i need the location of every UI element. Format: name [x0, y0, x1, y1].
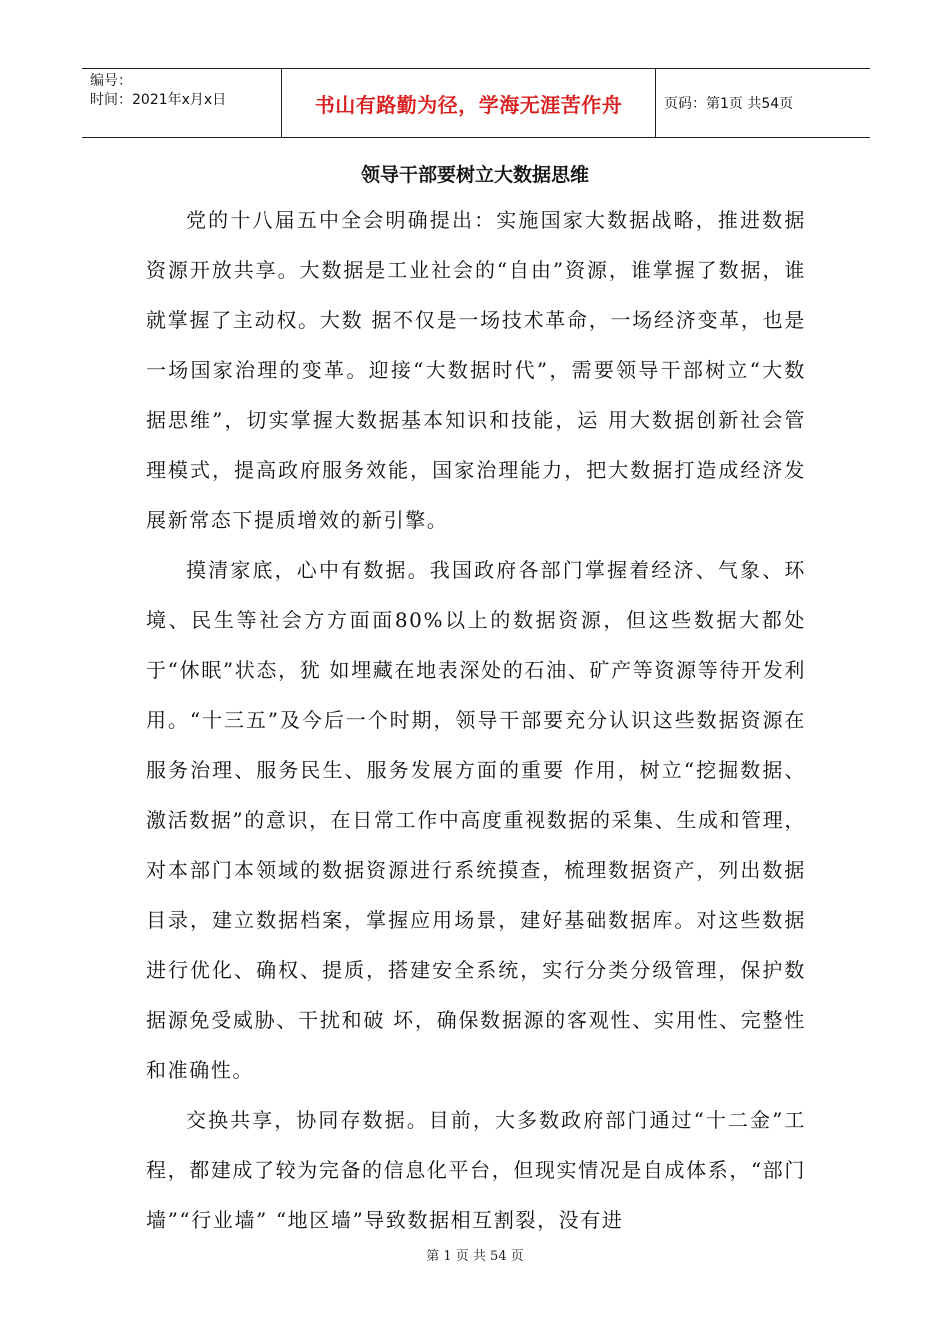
document-date: 时间：2021年x月x日 — [90, 92, 227, 108]
paragraph: 党的十八届五中全会明确提出：实施国家大数据战略，推进数据资源开放共享。大数据是工业社会的“自由”资源，谁掌握了数据，谁就掌握了主动权。大数 据不仅是一场技术革命，一场经济变革，也是一场国家治理的变革。迎接“大数据时代”，需要领导干部树立“大数据思维”，切实掌握大数据基本知识和技能，运 用大数据创新社会管理模式，提高政府服务效能，国家治理能力，把大数据打造成经济发展新常态下提质增效的新引擎。 — [146, 208, 806, 532]
document-number-label: 编号： — [90, 73, 132, 89]
page-footer: 第 1 页 共 54 页 — [426, 1249, 524, 1264]
header-meta-cell — [82, 69, 282, 137]
document-body — [146, 195, 806, 1245]
paragraph: 摸清家底，心中有数据。我国政府各部门掌握着经济、气象、环境、民生等社会方方面面80%以上的数据资源，但这些数据大都处于“休眠”状态，犹 如埋藏在地表深处的石油、矿产等资源等待开发利用。“十三五”及今后一个时期，领导干部要充分认识这些数据资源在服务治理、服务民生、服务发展方面的重要 作用，树立“挖掘数据、激活数据”的意识，在日常工作中高度重视数据的采集、生成和管理，对本部门本领域的数据资源进行系统摸查，梳理数据资产，列出数据 目录，建立数据档案，掌握应用场景，建好基础数据库。对这些数据进行优化、确权、提质，搭建安全系统，实行分类分级管理，保护数据源免受威胁、干扰和破 坏，确保数据源的客观性、实用性、完整性和准确性。 — [146, 558, 806, 1082]
header-motto: 书山有路勤为径，学海无涯苦作舟 — [282, 69, 656, 137]
header-page-info: 页码：第1页 共54页 — [664, 96, 794, 112]
paragraph: 交换共享，协同存数据。目前，大多数政府部门通过“十二金”工程，都建成了较为完备的信息化平台，但现实情况是自成体系，“部门墙”“行业墙” “地区墙”导致数据相互割裂，没有进 — [146, 1108, 806, 1232]
header-table — [82, 68, 870, 138]
document-title: 领导干部要树立大数据思维 — [360, 164, 589, 186]
